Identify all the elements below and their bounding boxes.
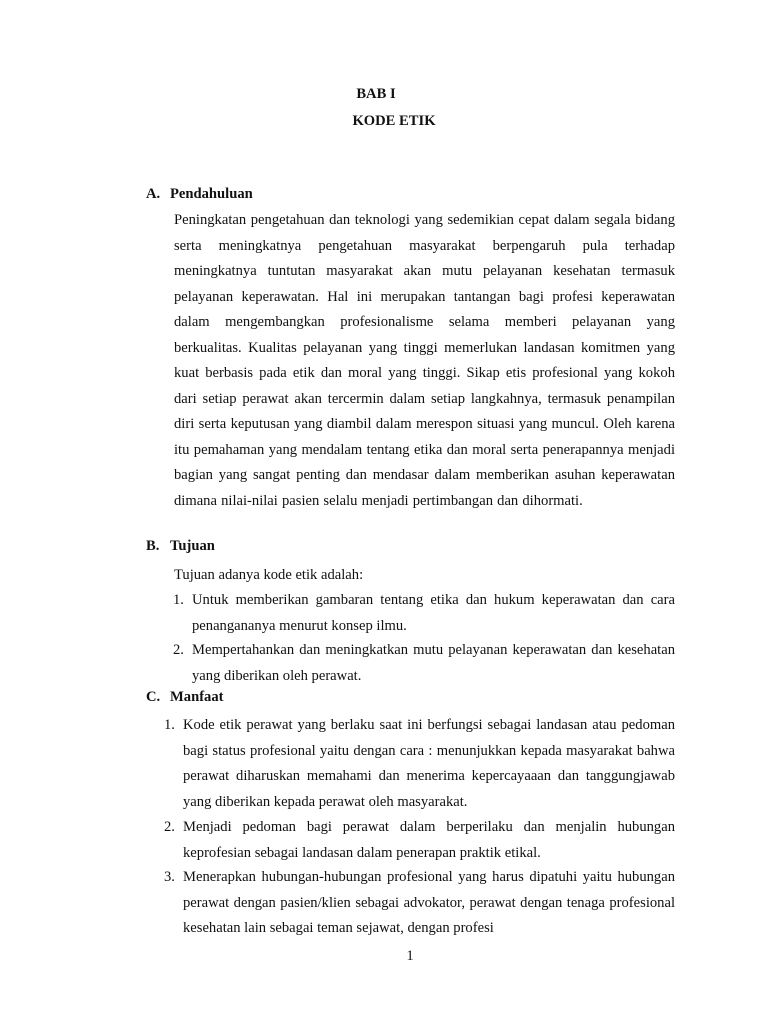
- list-item: [173, 588, 675, 639]
- list-item-number: 2.: [173, 642, 184, 658]
- list-item: [164, 865, 675, 942]
- section-c-heading: [146, 689, 224, 706]
- list-item-text: Menerapkan hubungan-hubungan profesional yang harus dipatuhi yaitu hubungan perawat dengan pasien/klien sebagai advokator, perawat dengan tenaga profesional kesehatan lain sebagai teman sejawat, dengan profesi: [183, 869, 675, 936]
- list-item-number: 1.: [173, 592, 184, 608]
- section-a-heading: [146, 186, 253, 203]
- section-a-letter: A.: [146, 186, 161, 202]
- section-c-letter: C.: [146, 689, 161, 705]
- section-b-heading: [146, 538, 215, 555]
- list-item-number: 3.: [164, 869, 175, 885]
- page-number: 1: [406, 948, 414, 964]
- section-b-letter: B.: [146, 538, 160, 554]
- section-b-title: Tujuan: [170, 538, 215, 554]
- section-b-intro: Tujuan adanya kode etik adalah:: [174, 567, 364, 583]
- list-item-text: Mempertahankan dan meningkatkan mutu pelayanan keperawatan dan kesehatan yang diberikan oleh perawat.: [192, 642, 675, 684]
- list-item-text: Untuk memberikan gambaran tentang etika dan hukum keperawatan dan cara penangananya menurut konsep ilmu.: [192, 592, 675, 634]
- section-a-paragraph: Peningkatan pengetahuan dan teknologi yang sedemikian cepat dalam segala bidang serta meningkatnya pengetahuan masyarakat berpengaruh pula terhadap meningkatnya tuntutan masyarakat akan mutu pelayanan kesehatan termasuk pelayanan keperawatan. Hal ini merupakan tantangan bagi profesi keperawatan dalam mengembangkan profesionalisme selama memberi pelayanan yang berkualitas. Kualitas pelayanan yang tinggi memerlukan landasan komitmen yang kuat berbasis pada etik dan moral yang tinggi. Sikap etis profesional yang kokoh dari setiap perawat akan tercermin dalam setiap langkahnya, termasuk penampilan diri serta keputusan yang diambil dalam merespon situasi yang muncul. Oleh karena itu pemahaman yang mendalam tentang etika dan moral serta penerapannya menjadi bagian yang sangat penting dan mendasar dalam memberikan asuhan keperawatan dimana nilai-nilai pasien selalu menjadi pertimbangan dan dihormati.: [174, 212, 675, 509]
- list-item: [164, 713, 675, 815]
- list-item-text: Kode etik perawat yang berlaku saat ini berfungsi sebagai landasan atau pedoman bagi status profesional yaitu dengan cara : menunjukkan kepada masyarakat bahwa perawat diharuskan memahami dan menerima kepercayaaan dan tanggungjawab yang diberikan kepada perawat oleh masyarakat.: [183, 717, 675, 810]
- chapter-title: KODE ETIK: [352, 113, 436, 129]
- list-item-number: 1.: [164, 717, 175, 733]
- list-item-text: Menjadi pedoman bagi perawat dalam berperilaku dan menjalin hubungan keprofesian sebagai landasan dalam penerapan praktik etikal.: [183, 819, 675, 861]
- list-item-number: 2.: [164, 819, 175, 835]
- chapter-label: BAB I: [356, 86, 396, 102]
- list-item: [173, 638, 675, 689]
- section-c-title: Manfaat: [170, 689, 224, 705]
- list-item: [164, 815, 675, 866]
- section-a-title: Pendahuluan: [170, 186, 253, 202]
